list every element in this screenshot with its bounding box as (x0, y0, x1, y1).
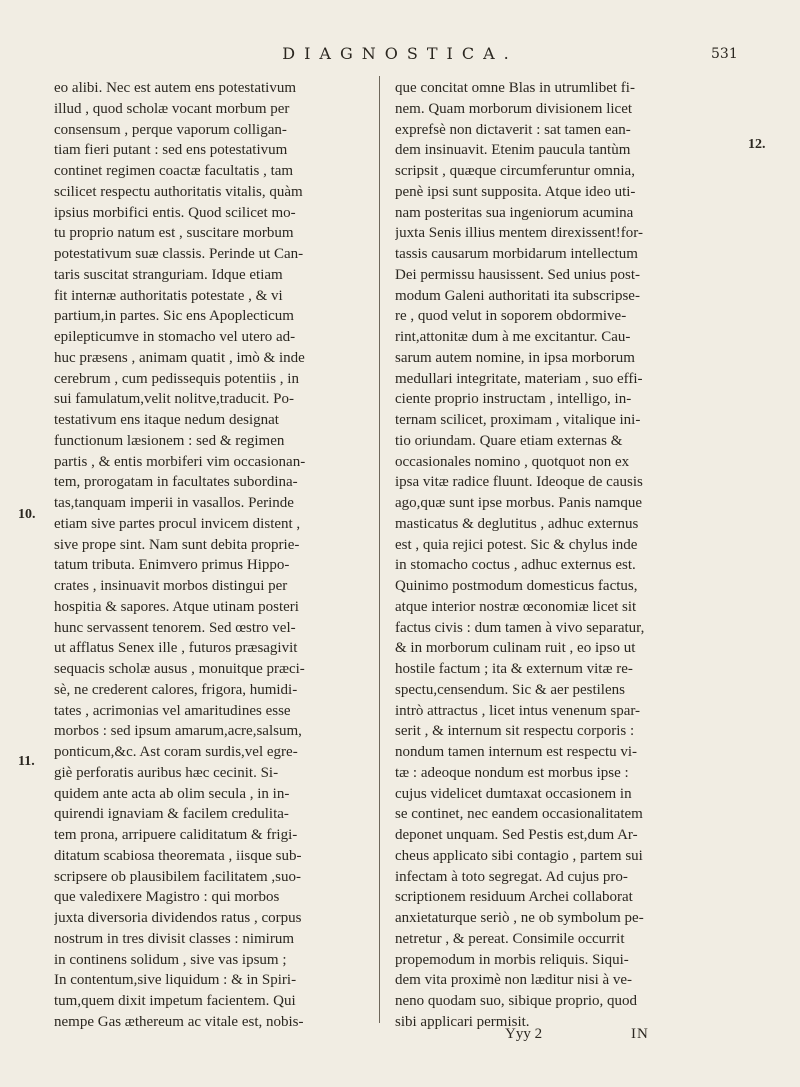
text-line: serit , & internum sit respectu corporis : (395, 723, 635, 740)
page-number: 531 (711, 46, 738, 62)
text-line: tæ : adeoque nondum est morbus ipse : (395, 764, 629, 781)
text-line: taris suscitat stranguriam. Idque etiam (54, 266, 283, 283)
text-line: modum Galeni authoritati ita subscripse- (395, 287, 640, 304)
text-line: etiam sive partes procul invicem distent , (54, 515, 301, 532)
text-line: dem vita proximè non læditur nisi à ve- (395, 972, 633, 989)
text-line: testativum ens itaque nedum designat (54, 412, 279, 428)
text-line: cujus videlicet dumtaxat occasionem in (395, 785, 632, 802)
text-line: scripsere ob plausibilem facilitatem ,suo- (54, 868, 302, 885)
text-line: nem. Quam morborum divisionem licet (395, 100, 633, 117)
text-line: giè perforatis auribus hæc cecinit. Si- (54, 764, 279, 781)
text-line: re , quod velut in soporem obdormive- (395, 308, 627, 325)
text-line: ditatum scabiosa theoremata , iisque sub- (54, 847, 302, 864)
margin-number-10: 10. (18, 507, 36, 522)
text-line: rint,attonitæ dum à me excitantur. Cau- (395, 329, 631, 345)
text-line: tatum tributa. Enimvero primus Hippo- (54, 557, 290, 574)
text-line: huc præsens , animam quatit , imò & inde (54, 349, 305, 366)
text-line: ponticum,&c. Ast coram surdis,vel egre- (54, 744, 298, 760)
text-line: scripsit , quæque circumferuntur omnia, (395, 163, 635, 179)
text-line: tio oriundam. Quare etiam externas & (395, 432, 623, 449)
text-line: sui famulatum,velit nolitve,traducit. Po- (54, 391, 294, 408)
text-line: que valedixere Magistro : qui morbos (54, 889, 280, 906)
text-line: partium,in partes. Sic ens Apoplecticum (54, 308, 294, 325)
text-line: factus civis : dum tamen à vivo separatur, (395, 619, 645, 636)
text-line: ipsa vitæ radice fluunt. Ideoque de causis (395, 474, 643, 491)
signature-mark: Yyy 2 (505, 1026, 543, 1042)
text-line: morbos : sed ipsum amarum,acre,salsum, (54, 723, 302, 740)
text-line: ciente proprio instructam , intelligo, in- (395, 391, 632, 408)
text-line: propemodum in morbis reliquis. Siqui- (395, 951, 629, 968)
text-line: consensum , perque vaporum colligan- (54, 121, 287, 138)
text-line: que concitat omne Blas in utrumlibet fi- (395, 80, 635, 96)
text-line: ternam scilicet, proximam , vitalique ini- (395, 412, 641, 428)
text-line: spectu,censendum. Sic & aer pestilens (395, 681, 625, 698)
text-line: quirendi ignaviam & facilem credulita- (54, 806, 289, 823)
text-line: partis , & entis morbiferi vim occasionan- (54, 453, 306, 470)
text-line: fit internæ authoritatis potestate , & vi (54, 287, 283, 304)
text-line: crates , insinuavit morbos distingui per (54, 578, 288, 594)
text-line: illud , quod scholæ vocant morbum per (54, 100, 290, 117)
text-line: netretur , & pereat. Consimile occurrit (395, 930, 625, 947)
text-line: ipsius morbifici entis. Quod scilicet mo- (54, 204, 296, 221)
text-line: nondum tamen internum est respectu vi- (395, 744, 638, 760)
text-line: ut afflatus Senex ille , futuros præsagivit (54, 640, 298, 657)
page-footer (395, 1026, 728, 1048)
text-line: cerebrum , cum pedissequis potentiis , in (54, 370, 299, 387)
text-line: neno quodam suo, sibique proprio, quod (395, 993, 638, 1009)
text-line: sive prope sint. Nam sunt debita proprie- (54, 536, 300, 553)
text-line: scilicet respectu authoritatis vitalis, quàm (54, 183, 303, 200)
text-line: tu proprio natum est , suscitare morbum (54, 225, 294, 242)
text-line: infectam à toto segregat. Ad cujus pro- (395, 868, 628, 885)
text-line: anxietaturque seriò , ne ob symbolum pe- (395, 910, 644, 926)
text-line: continet regimen coactæ facultatis , tam (54, 163, 294, 179)
text-line: juxta Senis illius mentem direxissent!for- (395, 225, 643, 242)
text-line: hospitia & sapores. Atque utinam posteri (54, 598, 299, 615)
text-line: tum,quem dixit impetum facientem. Qui (54, 993, 296, 1009)
text-line: ago,quæ sunt ipse morbus. Panis namque (395, 495, 643, 511)
text-line: nostrum in tres divisit classes : nimirum (54, 930, 294, 947)
text-line: tiam fieri putant : sed ens potestativum (54, 142, 288, 159)
text-line: masticatus & deglutitus , adhuc externus (395, 515, 639, 532)
text-line: nam posteritas sua ingeniorum acumina (395, 204, 634, 221)
text-line: dem insinuavit. Etenim paucula tantùm (395, 142, 631, 159)
text-line: deponet unquam. Sed Pestis est,dum Ar- (395, 827, 638, 843)
text-line: est , quia rejici potest. Sic & chylus inde (395, 536, 638, 553)
text-line: atque interior nostræ œconomiæ licet sit (395, 598, 637, 615)
text-line: intrò attractus , licet intus venenum spar- (395, 702, 641, 719)
margin-number-12: 12. (748, 137, 766, 152)
right-text-column (395, 78, 728, 1033)
text-line: se continet, nec eandem occasionalitatem (395, 806, 643, 823)
text-line: tem prona, arripuere caliditatum & frigi- (54, 827, 298, 843)
text-line: sequacis scholæ ausus , monuitque præci- (54, 661, 305, 677)
text-line: Dei permissu hausissent. Sed unius post- (395, 266, 640, 283)
catchword: IN (631, 1026, 649, 1042)
text-line: hunc servassent tenorem. Sed œstro vel- (54, 619, 296, 636)
text-line: potestativum suæ classis. Perinde ut Can- (54, 246, 304, 262)
text-line: In contentum,sive liquidum : & in Spiri- (54, 972, 297, 989)
text-line: tates , acrimonias vel amaritudines esse (54, 702, 291, 719)
text-line: tas,tanquam imperii in vasallos. Perinde (54, 495, 294, 511)
text-line: nempe Gas æthereum ac vitale est, nobis- (54, 1013, 304, 1030)
text-line: in stomacho coctus , adhuc externus est. (395, 557, 636, 574)
text-line: & in morborum culinam ruit , eo ipso ut (395, 640, 636, 657)
text-line: cheus applicato sibi contagio , partem sui (395, 847, 643, 864)
text-line: medullari integritate, materiam , suo effi- (395, 370, 643, 387)
margin-number-11: 11. (18, 754, 35, 769)
text-line: occasionales nomino , quotquot non ex (395, 453, 630, 470)
text-line: scriptionem residuum Archei collaborat (395, 889, 633, 906)
text-line: hostile factum ; ita & externum vitæ re- (395, 661, 633, 677)
text-line: in continens solidum , sive vas ipsum ; (54, 951, 287, 968)
text-line: exprefsè non dictaverit : sat tamen ean- (395, 121, 631, 138)
text-line: sibi applicari permisit. (395, 1013, 530, 1030)
text-line: sè, ne crederent calores, frigora, humidi- (54, 681, 298, 698)
text-line: epilepticumve in stomacho vel utero ad- (54, 329, 296, 345)
text-line: penè ipsi sunt supposita. Atque ideo uti- (395, 183, 636, 200)
text-line: tem, prorogatam in facultates subordina- (54, 474, 298, 491)
left-text-column (54, 78, 367, 1033)
text-line: sarum autem nomine, in ipsa morborum (395, 349, 635, 366)
column-divider (379, 76, 380, 1023)
text-line: quidem ante acta ab olim secula , in in- (54, 785, 290, 802)
text-line: tassis causarum morbidarum intellectum (395, 246, 638, 262)
text-line: eo alibi. Nec est autem ens potestativum (54, 80, 297, 96)
running-title: DIAGNOSTICA. (282, 44, 518, 63)
text-line: Quinimo postmodum domesticus factus, (395, 578, 638, 594)
text-line: juxta diversoria dividendos ratus , corpus (54, 910, 302, 926)
text-line: functionum læsionem : sed & regimen (54, 432, 285, 449)
